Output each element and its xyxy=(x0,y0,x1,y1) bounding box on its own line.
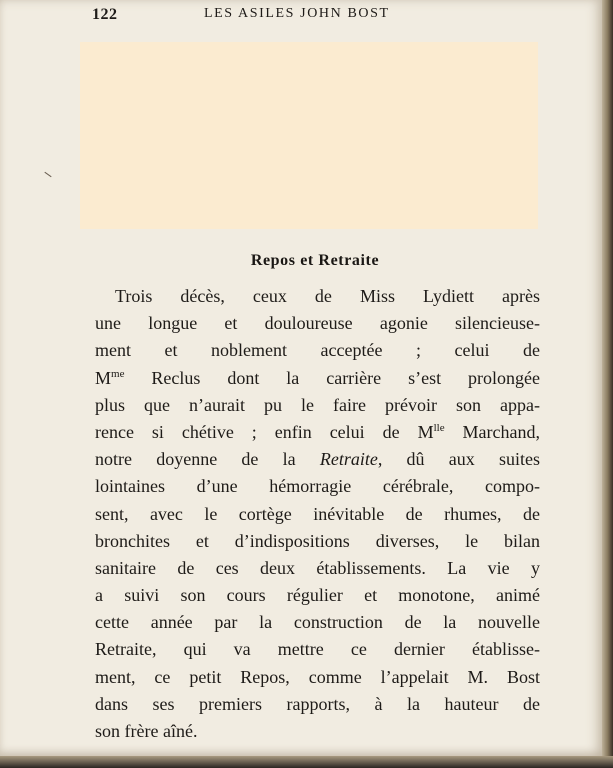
text-line: dans ses premiers rapports, à la hauteur de xyxy=(95,693,540,714)
text-line: bronchites et d’indispositions diverses, le bilan xyxy=(95,530,540,551)
stray-ink-mark xyxy=(44,172,51,177)
superscript: me xyxy=(111,367,125,380)
text-line: ment et noblement acceptée ; celui de xyxy=(95,340,540,361)
text-line: a suivi son cours régulier et monotone, animé xyxy=(95,585,540,606)
text-line: une longue et douloureuse agonie silencieuse- xyxy=(95,313,540,334)
text-line: ment, ce petit Repos, comme l’appelait M. Bost xyxy=(95,666,540,687)
page-number: 122 xyxy=(92,6,118,23)
text-line: Retraite, qui va mettre ce dernier établisse- xyxy=(95,639,540,660)
text-line: plus que n’aurait pu le faire prévoir son appa- xyxy=(95,394,540,415)
text-line: cette année par la construction de la nouvelle xyxy=(95,612,540,633)
text-line: sent, avec le cortège inévitable de rhumes, de xyxy=(95,503,540,524)
page-bottom-edge xyxy=(0,756,613,768)
superscript: lle xyxy=(433,421,445,434)
running-header xyxy=(0,4,602,26)
text-line: son frère aîné. xyxy=(95,721,198,741)
running-title: LES ASILES JOHN BOST xyxy=(204,6,390,21)
text-line: lointaines d’une hémorragie cérébrale, compo- xyxy=(95,476,540,497)
image-placeholder xyxy=(80,42,538,229)
text-line: rence si chétive ; enfin celui de $M^{lle}$ Marchand, xyxy=(95,421,540,442)
italic-term: Retraite xyxy=(319,449,378,470)
text-line: $M^{me}$ Reclus dont la carrière s’est prolongée xyxy=(95,367,540,388)
text-line: sanitaire de ces deux établissements. La vie y xyxy=(95,557,540,578)
section-heading: Repos et Retraite xyxy=(250,252,380,269)
text-line: notre doyenne de la Retraite, dû aux suites xyxy=(95,449,540,470)
text-line: Trois décès, ceux de Miss Lydiett après xyxy=(115,286,540,306)
body-paragraph xyxy=(95,283,540,745)
